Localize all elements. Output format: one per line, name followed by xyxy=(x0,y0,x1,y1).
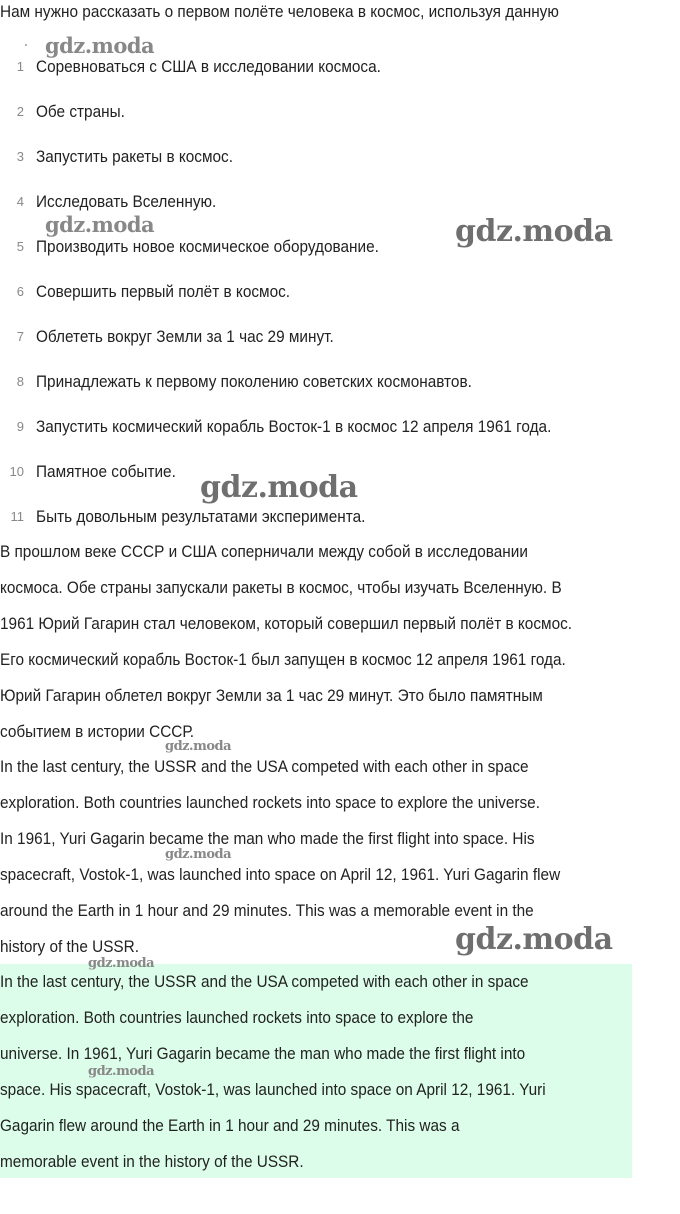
item-number: 2 xyxy=(16,104,24,119)
watermark-logo: gdz.moda xyxy=(200,470,358,505)
watermark-logo: gdz.moda xyxy=(88,1064,155,1079)
english-paragraph-line: spacecraft, Vostok-1, was launched into space on April 12, 1961. Yuri Gagarin flew xyxy=(0,866,561,884)
english-paragraph-line: history of the USSR. xyxy=(0,938,140,956)
russian-paragraph-line: В прошлом веке СССР и США соперничали между собой в исследовании xyxy=(0,543,528,561)
russian-paragraph-line: космоса. Обе страны запускали ракеты в космос, чтобы изучать Вселенную. В xyxy=(0,579,562,597)
highlighted-paragraph-line: universe. In 1961, Yuri Gagarin became the man who made the first flight into xyxy=(0,1045,526,1063)
highlighted-paragraph-line: exploration. Both countries launched rockets into space to explore the xyxy=(0,1009,474,1027)
highlighted-paragraph-line: Gagarin flew around the Earth in 1 hour and 29 minutes. This was a xyxy=(0,1117,460,1135)
item-number: 10 xyxy=(9,464,24,479)
list-item: Памятное событие. xyxy=(36,463,176,481)
list-item: Обе страны. xyxy=(36,103,125,121)
russian-paragraph-line: Юрий Гагарин облетел вокруг Земли за 1 час 29 минут. Это было памятным xyxy=(0,687,543,705)
russian-paragraph-line: Его космический корабль Восток-1 был запущен в космос 12 апреля 1961 года. xyxy=(0,651,566,669)
highlighted-paragraph-line: In the last century, the USSR and the USA competed with each other in space xyxy=(0,973,529,991)
list-item: Быть довольным результатами эксперимента. xyxy=(36,508,366,526)
watermark-logo: gdz.moda xyxy=(455,922,613,957)
item-number: 5 xyxy=(16,239,24,254)
item-number: 3 xyxy=(16,149,24,164)
item-number: 4 xyxy=(16,194,24,209)
russian-paragraph-line: событием в истории СССР. xyxy=(0,723,194,741)
watermark-logo: gdz.moda xyxy=(88,956,155,971)
item-number: 7 xyxy=(16,329,24,344)
watermark-logo: gdz.moda xyxy=(165,739,232,754)
highlighted-paragraph-line: memorable event in the history of the USSR. xyxy=(0,1153,304,1171)
list-item: Запустить ракеты в космос. xyxy=(36,148,234,166)
task-text: Нам нужно рассказать о первом полёте человека в космос, используя данную xyxy=(0,3,559,21)
english-paragraph-line: In the last century, the USSR and the USA competed with each other in space xyxy=(0,758,529,776)
russian-paragraph-line: 1961 Юрий Гагарин стал человеком, который совершил первый полёт в космос. xyxy=(0,615,573,633)
list-item: Принадлежать к первому поколению советских космонавтов. xyxy=(36,373,472,391)
english-paragraph-line: exploration. Both countries launched rockets into space to explore the universe. xyxy=(0,794,540,812)
watermark-logo: gdz.moda xyxy=(165,847,232,862)
item-number: 1 xyxy=(16,59,24,74)
english-paragraph-line: In 1961, Yuri Gagarin became the man who made the first flight into space. His xyxy=(0,830,535,848)
highlighted-paragraph-line: space. His spacecraft, Vostok-1, was launched into space on April 12, 1961. Yuri xyxy=(0,1081,546,1099)
list-item: Облететь вокруг Земли за 1 час 29 минут. xyxy=(36,328,334,346)
list-item: Производить новое космическое оборудование. xyxy=(36,238,379,256)
bullet-dot xyxy=(25,44,27,46)
item-number: 6 xyxy=(16,284,24,299)
watermark-logo: gdz.moda xyxy=(455,214,613,249)
watermark-logo: gdz.moda xyxy=(45,33,155,58)
watermark-logo: gdz.moda xyxy=(45,212,155,237)
item-number: 8 xyxy=(16,374,24,389)
list-item: Соревноваться с США в исследовании космоса. xyxy=(36,58,381,76)
list-item: Исследовать Вселенную. xyxy=(36,193,217,211)
item-number: 9 xyxy=(16,419,24,434)
english-paragraph-line: around the Earth in 1 hour and 29 minutes. This was a memorable event in the xyxy=(0,902,534,920)
item-number: 11 xyxy=(10,509,24,524)
list-item: Совершить первый полёт в космос. xyxy=(36,283,291,301)
list-item: Запустить космический корабль Восток-1 в космос 12 апреля 1961 года. xyxy=(36,418,552,436)
